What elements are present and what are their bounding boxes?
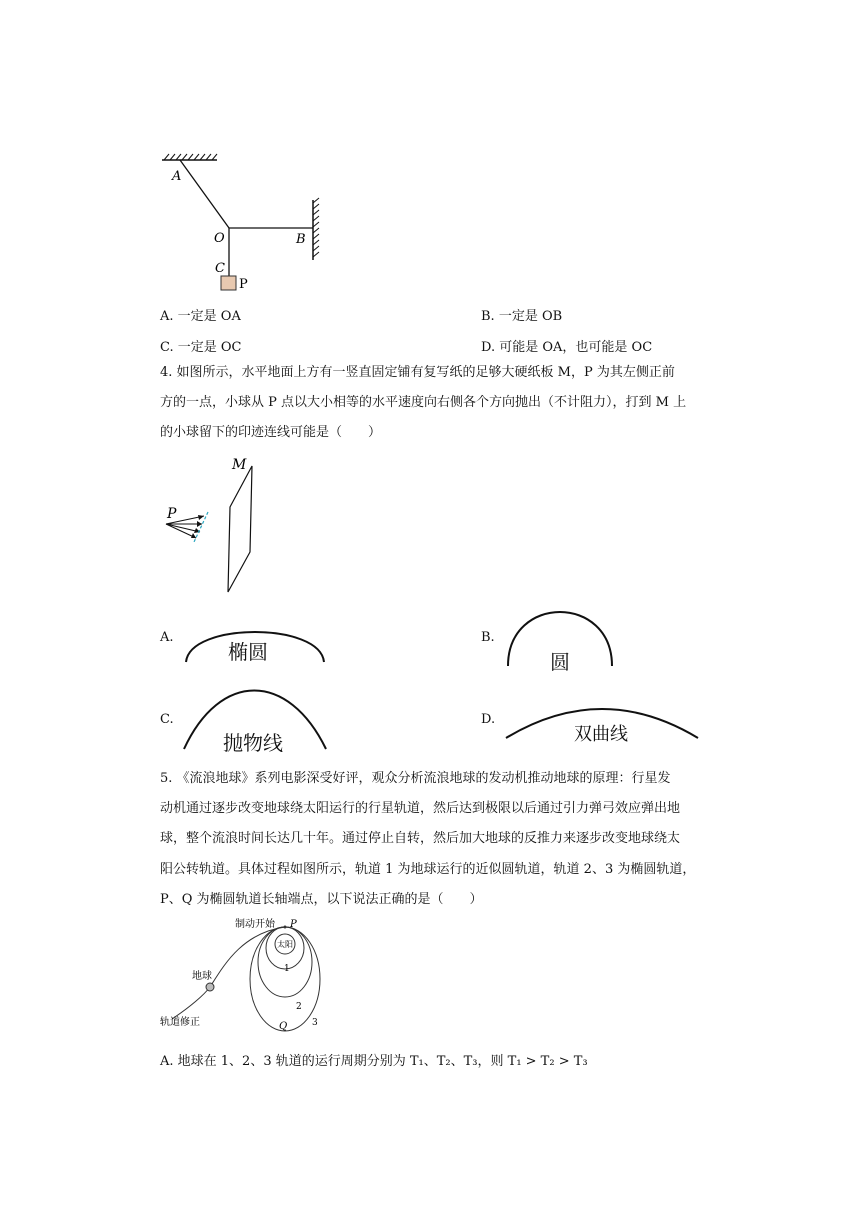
point-p-label: P	[239, 277, 248, 292]
q5-figure	[160, 915, 335, 1033]
q5-stem-line-2: 动机通过逐步改变地球绕太阳运行的行星轨道，然后达到极限以后通过引力弹弓效应弹出地	[160, 801, 681, 816]
earth-trajectory	[172, 927, 285, 1019]
point-b-label: B	[296, 232, 306, 247]
sun-label: 太阳	[277, 940, 293, 949]
q3-option-d-text: 可能是 OA，也可能是 OC	[499, 340, 653, 355]
point-o-label: O	[214, 231, 225, 246]
q3-option-c-text: 一定是 OC	[177, 340, 242, 355]
earth	[206, 983, 214, 991]
correction-label: 轨道修正	[160, 1017, 200, 1028]
q3-option-b[interactable]	[481, 305, 562, 324]
q4-option-d-key[interactable]: D.	[481, 712, 496, 727]
q4-stem-line-1: 4. 如图所示，水平地面上方有一竖直固定铺有复写纸的足够大硬纸板 M，P 为其左侧正前	[160, 365, 675, 380]
q4-stem-line-2: 方的一点，小球从 P 点以大小相等的水平速度向右侧各个方向抛出（不计阻力），打到 M 上	[160, 395, 687, 410]
q4-option-a-shape: 椭圆	[228, 640, 268, 664]
point-p-dot	[284, 926, 287, 929]
q5-stem-line-4: 阳公转轨道。具体过程如图所示，轨道 1 为地球运行的近似圆轨道，轨道 2、3 为椭圆轨道，	[160, 862, 696, 877]
q4-option-b-key[interactable]: B.	[481, 630, 495, 645]
q3-option-d-key: D.	[481, 340, 496, 355]
q4-stem-line-3: 的小球留下的印迹连线可能是（ ）	[160, 425, 382, 440]
orbit-2-label: 2	[296, 1002, 302, 1012]
point-p-label: P	[167, 506, 177, 522]
q3-option-c-key: C.	[160, 340, 174, 355]
point-c-label: C	[215, 261, 225, 276]
board-m-label: M	[232, 457, 247, 473]
q5-stem-line-5: P、Q 为椭圆轨道长轴端点，以下说法正确的是（ ）	[160, 892, 483, 907]
point-a-label: A	[172, 169, 182, 184]
q3-option-d[interactable]	[481, 336, 652, 355]
earth-label: 地球	[192, 971, 212, 982]
point-p-label: P	[290, 919, 297, 930]
orbit-1-label: 1	[284, 964, 290, 974]
brake-label: 制动开始	[235, 919, 275, 930]
q4-figure	[160, 452, 270, 597]
q5-stem-line-1: 5. 《流浪地球》系列电影深受好评，观众分析流浪地球的发动机推动地球的原理：行星发	[160, 771, 671, 786]
q4-option-c-key[interactable]: C.	[160, 712, 174, 727]
q3-figure	[150, 148, 350, 298]
q4-option-c-shape: 抛物线	[223, 731, 283, 755]
orbit-3-label: 3	[312, 1018, 318, 1028]
board-m	[228, 466, 252, 592]
q3-option-a-key: A.	[160, 309, 174, 324]
weight-block	[221, 276, 236, 290]
q3-option-c[interactable]	[160, 336, 242, 355]
q4-option-a-key[interactable]: A.	[160, 630, 174, 645]
q3-option-a-text: 一定是 OA	[177, 309, 241, 324]
q3-option-b-text: 一定是 OB	[498, 309, 563, 324]
q3-option-b-key: B.	[481, 309, 495, 324]
q4-option-d-shape: 双曲线	[574, 724, 628, 745]
q5-stem-line-3: 球，整个流浪时间长达几十年。通过停止自转，然后加大地球的反推力来逐步改变地球绕太	[160, 831, 681, 846]
point-q-label: Q	[279, 1021, 288, 1032]
q3-option-a[interactable]	[160, 305, 241, 324]
q4-option-b-shape: 圆	[550, 650, 570, 674]
q5-option-a[interactable]: A. 地球在 1、2、3 轨道的运行周期分别为 T₁、T₂、T₃，则 T₁ > T₂ > T₃	[160, 1054, 588, 1069]
